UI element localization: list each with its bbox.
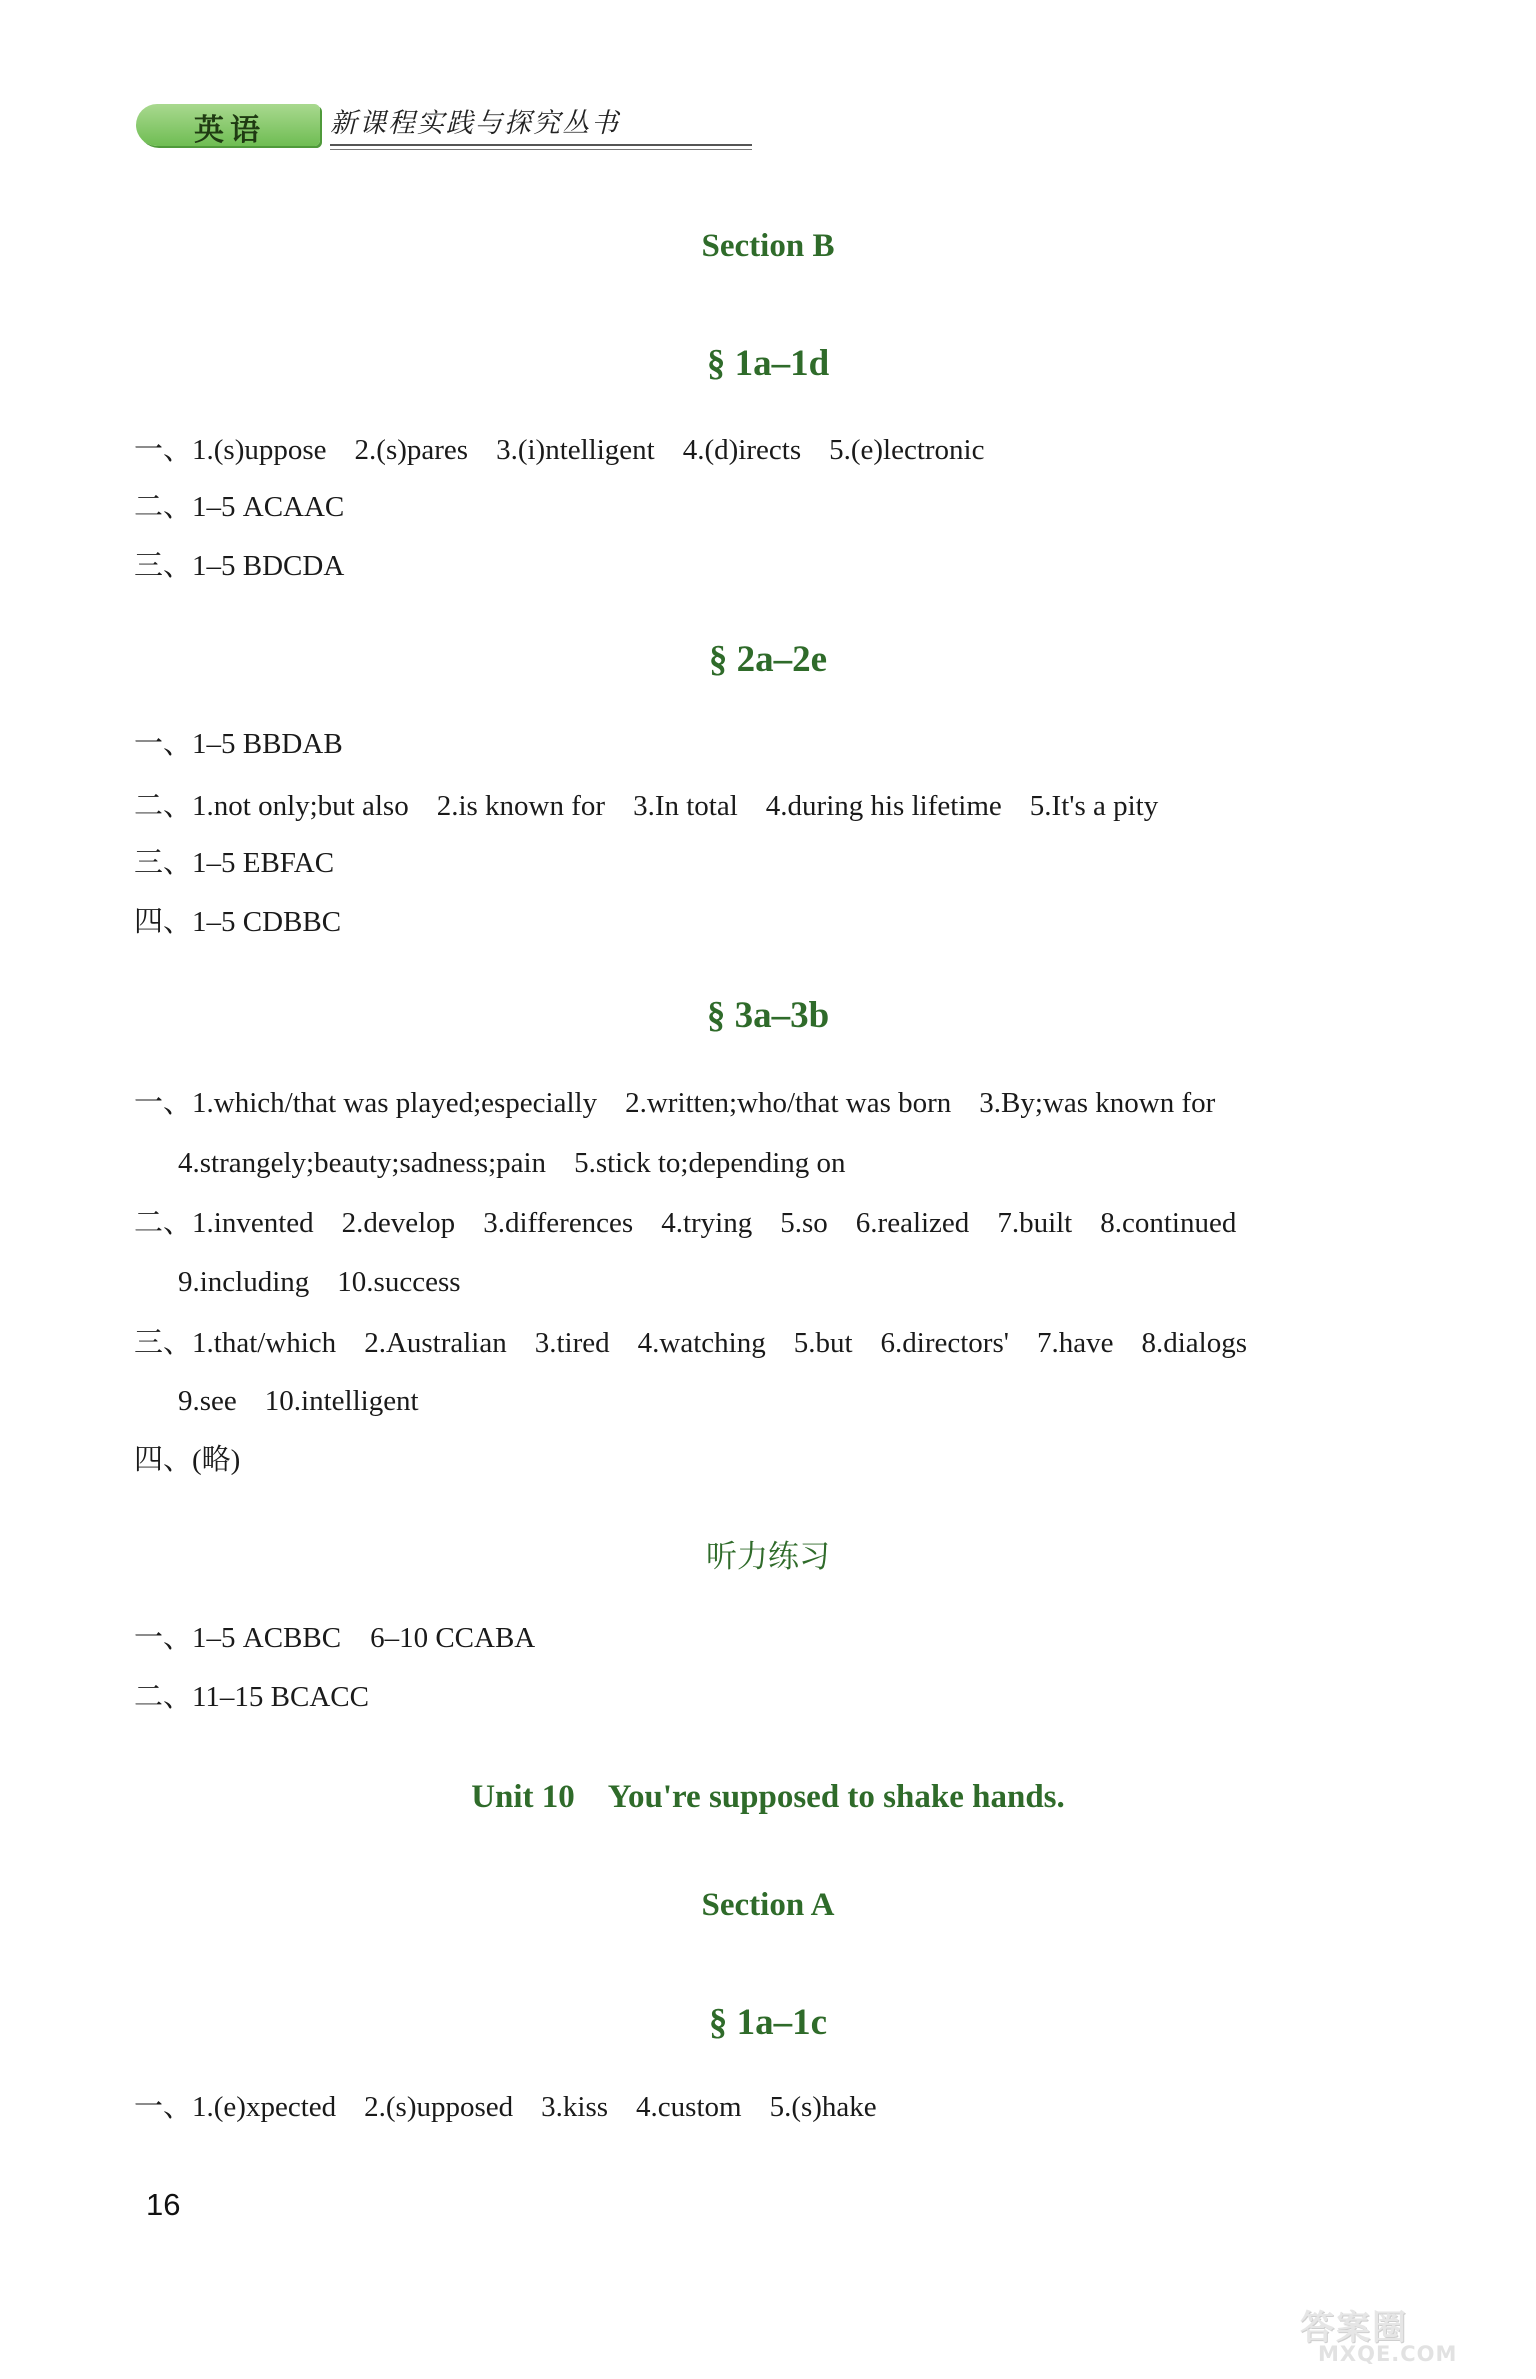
subject-label: 英语 (194, 113, 266, 148)
answer-item: 6.directors' (880, 1327, 1009, 1359)
answer-item: 4.watching (637, 1327, 766, 1359)
answer-line: 二、11–15 BCACC (134, 1681, 369, 1713)
section-a-heading: Section A (701, 1887, 835, 1923)
series-title: 新课程实践与探究丛书 (330, 108, 620, 139)
answer-item: 10.intelligent (264, 1385, 419, 1417)
answer-item: 4.trying (661, 1207, 753, 1239)
answer-item: 1.(e)xpected (192, 2091, 337, 2123)
answer-line (134, 432, 1013, 468)
answer-item: 1.that/which (192, 1327, 337, 1359)
answer-item: 1.(s)uppose (192, 434, 327, 466)
answer-item: 2.(s)upposed (364, 2091, 514, 2123)
answer-item: 7.built (997, 1207, 1073, 1239)
answer-item: 8.dialogs (1141, 1327, 1247, 1359)
question-number: 二、 (134, 790, 193, 822)
watermark-url: MXQE.COM (1318, 2342, 1458, 2366)
answer-item: 3.In total (633, 790, 738, 822)
book-header (136, 98, 626, 154)
answer-line: 三、1–5 BDCDA (134, 550, 345, 582)
header-rule (330, 144, 752, 146)
answer-item: 4.during his lifetime (765, 790, 1002, 822)
answer-item: 10.success (337, 1266, 461, 1298)
answer-item: 2.Australian (364, 1327, 507, 1359)
answer-item: 1.invented (192, 1207, 314, 1239)
answer-item: 6.realized (855, 1207, 970, 1239)
answer-item: 2.develop (341, 1207, 456, 1239)
answer-item: 2.(s)pares (354, 434, 469, 466)
answer-line (178, 1145, 874, 1181)
answer-item: 4.custom (636, 2091, 742, 2123)
subsection-3a-3b-heading: § 3a–3b (706, 995, 830, 1036)
answer-line (134, 2089, 905, 2125)
answer-item: 1.which/that was played;especially (192, 1087, 598, 1119)
answer-line (134, 1085, 1243, 1121)
answer-line: 四、1–5 CDBBC (134, 906, 342, 938)
answer-item: 7.have (1036, 1327, 1114, 1359)
answer-line (178, 1383, 447, 1419)
answer-item: 5.stick to;depending on (574, 1147, 846, 1179)
answer-line: 一、1–5 BBDAB (134, 728, 343, 760)
watermark (1300, 2300, 1518, 2370)
answer-item: 5.(e)lectronic (829, 434, 985, 466)
answer-item: 3.By;was known for (979, 1087, 1216, 1119)
answer-line: 一、1–5 ACBBC 6–10 CCABA (134, 1622, 536, 1654)
answer-line (134, 1325, 1275, 1361)
answer-item: 3.tired (534, 1327, 610, 1359)
answer-item: 2.is known for (436, 790, 606, 822)
question-number: 一、 (134, 2091, 193, 2123)
answer-line: 四、(略) (134, 1444, 241, 1476)
subsection-1a-1d-heading: § 1a–1d (706, 343, 830, 384)
answer-line (134, 788, 1186, 824)
answer-item: 1.not only;but also (192, 790, 409, 822)
answer-item: 4.strangely;beauty;sadness;pain (178, 1147, 547, 1179)
answer-line (178, 1264, 489, 1300)
answer-item: 8.continued (1100, 1207, 1237, 1239)
listening-practice-heading: 听力练习 (706, 1539, 830, 1575)
answer-line: 二、1–5 ACAAC (134, 491, 345, 523)
answer-item: 9.including (178, 1266, 310, 1298)
answer-item: 9.see (178, 1385, 237, 1417)
section-b-heading: Section B (701, 228, 835, 264)
answer-item: 5.It's a pity (1029, 790, 1159, 822)
header-rule-thin (330, 149, 752, 150)
unit-10-heading: Unit 10 You're supposed to shake hands. (471, 1779, 1065, 1815)
question-number: 一、 (134, 434, 193, 466)
answer-item: 5.but (793, 1327, 853, 1359)
answer-item: 5.(s)hake (769, 2091, 877, 2123)
watermark-logo: 答案圈 (1300, 2308, 1408, 2348)
answer-line (134, 1205, 1264, 1241)
question-number: 三、 (134, 1327, 193, 1359)
answer-item: 2.written;who/that was born (625, 1087, 952, 1119)
subject-badge (136, 104, 320, 146)
answer-item: 3.differences (483, 1207, 634, 1239)
page-number: 16 (146, 2187, 181, 2222)
answer-line: 三、1–5 EBFAC (134, 847, 335, 879)
answer-item: 3.kiss (541, 2091, 609, 2123)
question-number: 二、 (134, 1207, 193, 1239)
subsection-1a-1c-heading: § 1a–1c (708, 2002, 828, 2043)
answer-item: 5.so (780, 1207, 828, 1239)
answer-item: 3.(i)ntelligent (496, 434, 655, 466)
subsection-2a-2e-heading: § 2a–2e (708, 639, 828, 680)
question-number: 一、 (134, 1087, 193, 1119)
answer-item: 4.(d)irects (682, 434, 802, 466)
